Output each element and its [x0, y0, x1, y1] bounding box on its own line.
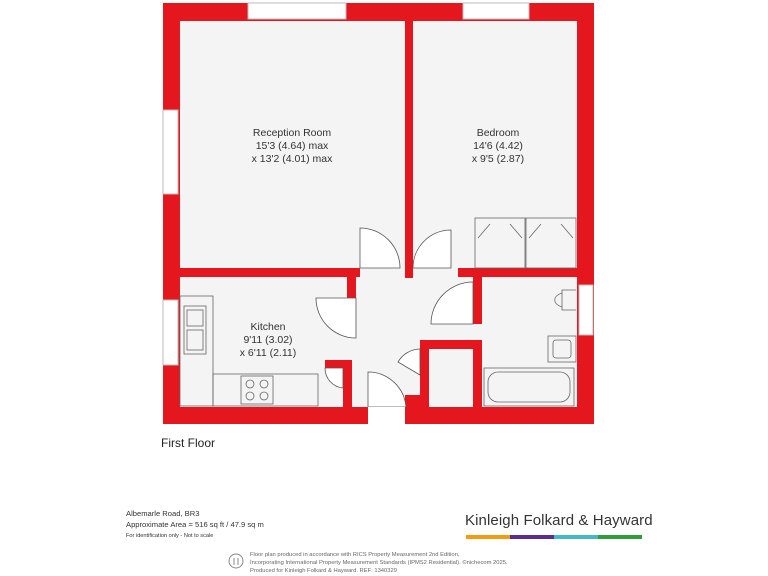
disclaimer-line: Produced for Kinleigh Folkard & Hayward. REF: 1340329 — [250, 568, 397, 574]
brand-bar-segment — [466, 535, 510, 539]
room-dimension: x 13'2 (4.01) max — [251, 153, 333, 165]
address: Albemarle Road, BR3 — [126, 509, 200, 518]
room-dimension: x 6'11 (2.11) — [239, 347, 297, 359]
room-label-kitchen — [223, 321, 313, 360]
room-dimension: 14'6 (4.42) — [473, 140, 523, 152]
room-name: Bedroom — [476, 127, 520, 139]
brand-bar-segment — [510, 535, 554, 539]
window-reception-left — [163, 110, 178, 194]
room-dimension: 9'11 (3.02) — [243, 334, 293, 346]
window-bedroom-top — [463, 3, 529, 19]
room-label-bedroom — [448, 127, 548, 166]
disclaimer-line: Floor plan produced in accordance with RICS Property Measurement 2nd Edition, — [250, 552, 460, 558]
room-label-reception — [222, 127, 362, 166]
approximate-area: Approximate Area = 516 sq ft / 47.9 sq m — [126, 520, 264, 529]
brand-color-bar — [466, 535, 642, 539]
brand-bar-segment — [598, 535, 642, 539]
window-kitchen-left — [163, 300, 178, 365]
window-reception-top — [248, 3, 346, 19]
brand-name: Kinleigh Folkard & Hayward — [465, 512, 653, 529]
room-name: Kitchen — [250, 321, 286, 333]
disclaimer-line: Incorporating International Property Measurement Standards (IPMS2 Residential). ©nichecom 2025. — [250, 560, 508, 566]
room-dimension: 15'3 (4.64) max — [255, 140, 329, 152]
scale-note: For identification only - Not to scale — [126, 533, 214, 539]
nichecom-logo-icon — [228, 552, 244, 570]
room-dimension: x 9'5 (2.87) — [471, 153, 525, 165]
floor-area — [163, 3, 594, 424]
floor-title: First Floor — [161, 436, 215, 450]
address-block — [126, 508, 264, 542]
window-bathroom-right — [579, 285, 593, 335]
entrance-opening — [368, 407, 405, 424]
brand-bar-segment — [554, 535, 598, 539]
room-name: Reception Room — [252, 127, 332, 139]
disclaimer — [250, 551, 590, 575]
